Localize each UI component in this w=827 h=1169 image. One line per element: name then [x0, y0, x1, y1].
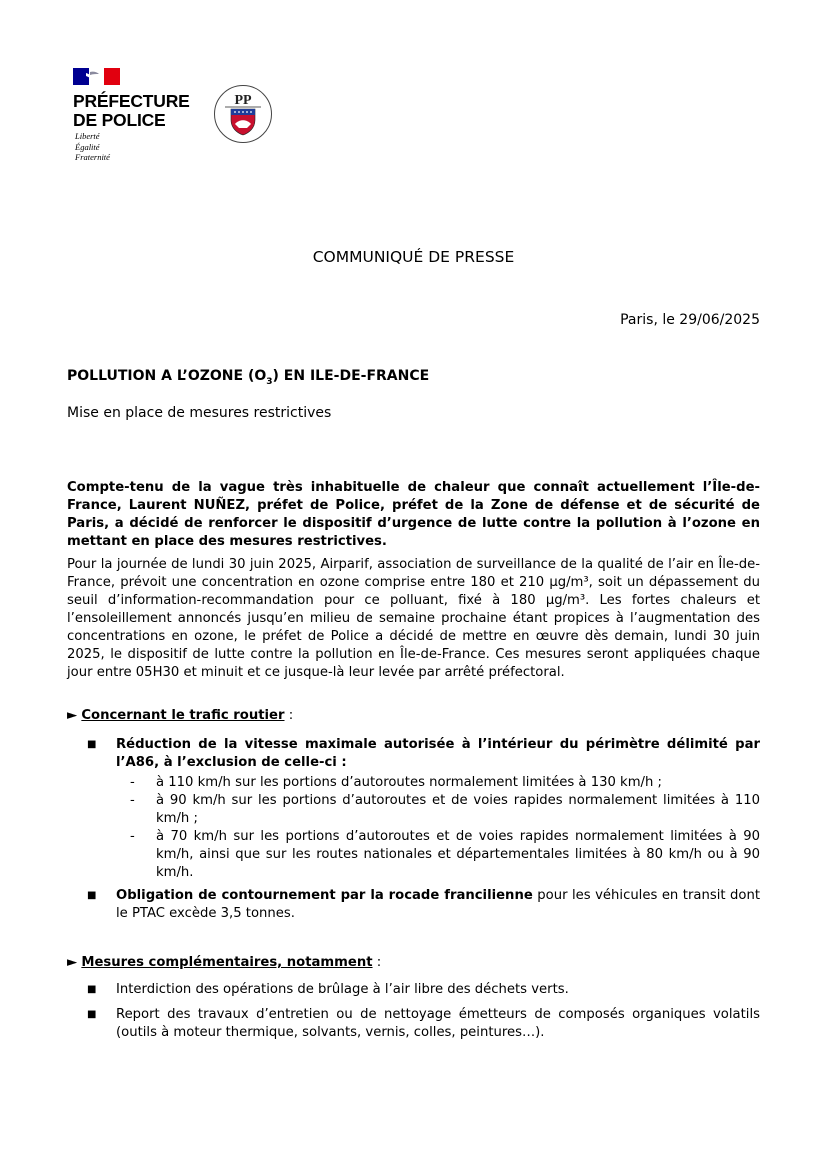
- list-item: [130, 774, 760, 792]
- square-bullet-icon: ■: [87, 739, 97, 750]
- org-line-1: PRÉFECTURE: [73, 91, 190, 111]
- square-bullet-icon: ■: [87, 1009, 97, 1020]
- motto-liberte: Liberté: [75, 131, 100, 141]
- list-item: [87, 887, 760, 923]
- list-item: [87, 736, 760, 772]
- motto-egalite: Égalité: [75, 141, 100, 152]
- lead-paragraph: Compte-tenu de la vague très inhabituelle de chaleur que connaît actuellement l’Île-de-France, Laurent NUÑEZ, préfet de Police, préfet de la Zone de défense et de sécurité de Paris, a décidé de renforcer le dispositif d’urgence de lutte contre la pollution à l’ozone en mettant en place des mesures restrictives.: [67, 480, 760, 549]
- body-paragraph: Pour la journée de lundi 30 juin 2025, Airparif, association de surveillance de la qualité de l’air en Île-de-France, prévoit une concentration en ozone comprise entre 180 et 210 µg/m³, soit un dépassement du seuil d’information-recommandation pour ce polluant, fixé à 180 µg/m³. Les fortes chaleurs et l’ensoleillement annoncés jusqu’en milieu de semaine prochaine étant propices à l’augmentation des concentrations en ozone, le préfet de Police a décidé de mettre en œuvre dès demain, lundi 30 juin 2025, le dispositif de lutte contre la pollution en Île-de-France. Ces mesures seront appliquées chaque jour entre 05H30 et minuit et ce jusque-là leur levée par arrêté préfectoral.: [67, 557, 760, 680]
- org-line-2: DE POLICE: [73, 110, 166, 130]
- republic-motto: [75, 131, 110, 163]
- dash-item-70: à 70 km/h sur les portions d’autoroutes et de voies rapides normalement limitées à 90 km/h, ainsi que sur les routes nationales et départementales limitées à 80 km/h ou à 90 km/h.: [156, 829, 760, 880]
- bullet-burning-ban: Interdiction des opérations de brûlage à l’air libre des déchets verts.: [116, 982, 569, 997]
- arrow-icon: ►: [67, 955, 78, 970]
- dash-bullet: -: [130, 793, 135, 808]
- square-bullet-icon: ■: [87, 984, 97, 995]
- document-title: COMMUNIQUÉ DE PRESSE: [312, 248, 515, 266]
- subtitle: Mise en place de mesures restrictives: [67, 405, 332, 421]
- prefecture-seal-logo: [213, 84, 273, 144]
- dash-item-110: à 110 km/h sur les portions d’autoroutes normalement limitées à 130 km/h ;: [156, 775, 662, 790]
- seal-letters: PP: [234, 93, 252, 108]
- motto-fraternite: Fraternité: [75, 152, 110, 162]
- headline-post: ) EN ILE-DE-FRANCE: [272, 368, 430, 384]
- document-date: Paris, le 29/06/2025: [620, 312, 760, 328]
- section-complementary-label: Mesures complémentaires, notamment: [81, 955, 373, 970]
- headline-pre: POLLUTION A L’OZONE (O: [67, 368, 267, 384]
- section-traffic-heading: [67, 708, 293, 723]
- dash-bullet: -: [130, 775, 135, 790]
- headline-subscript: 3: [266, 376, 273, 387]
- square-bullet-icon: ■: [87, 890, 97, 901]
- list-item: [87, 981, 760, 999]
- marianne-flag-logo: [73, 68, 120, 85]
- bullet-bypass-bold: Obligation de contournement par la rocade francilienne: [116, 888, 533, 903]
- bullet-bypass: [116, 887, 760, 923]
- bullet-works-postponed: Report des travaux d’entretien ou de nettoyage émetteurs de composés organiques volatils (outils à moteur thermique, solvants, vernis, colles, peintures…).: [116, 1007, 760, 1040]
- list-item: [130, 792, 760, 828]
- list-item: [130, 828, 760, 882]
- section-complementary-heading: [67, 955, 381, 970]
- list-item: [87, 1006, 760, 1042]
- section-colon: :: [372, 955, 382, 970]
- bullet-bypass-rest: pour les véhicules en transit dont le PTAC excède 3,5 tonnes.: [116, 888, 760, 921]
- arrow-icon: ►: [67, 708, 78, 723]
- section-colon: :: [284, 708, 294, 723]
- headline: [67, 368, 429, 387]
- dash-bullet: -: [130, 829, 135, 844]
- prefecture-name: [73, 92, 190, 130]
- dash-item-90: à 90 km/h sur les portions d’autoroutes et de voies rapides normalement limitées à 110 km/h ;: [156, 793, 760, 826]
- bullet-speed-reduction: Réduction de la vitesse maximale autorisée à l’intérieur du périmètre délimité par l’A86, à l’exclusion de celle-ci :: [116, 737, 760, 770]
- section-traffic-label: Concernant le trafic routier: [81, 708, 285, 723]
